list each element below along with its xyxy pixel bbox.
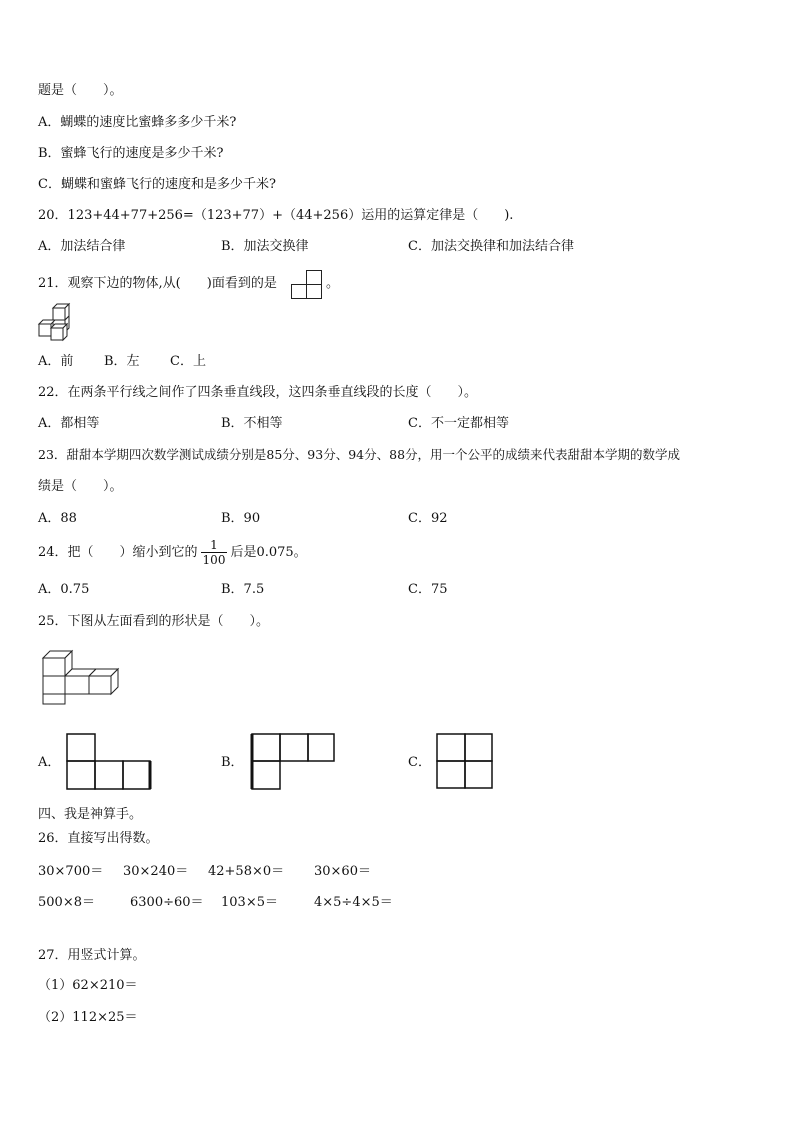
q21-text <box>38 276 277 292</box>
q24-text-before: 24．把（ ）缩小到它的 <box>38 545 198 560</box>
q21-cube-stack-figure <box>37 306 73 344</box>
q24-text-after: 后是0.075。 <box>230 545 307 560</box>
q24-option-a[interactable]: A．0.75 <box>38 582 90 597</box>
q23-option-b[interactable]: B．90 <box>221 511 261 526</box>
q25-option-b-figure <box>250 733 336 791</box>
q24-text <box>38 536 307 570</box>
q19-option-a[interactable]: A．蝴蝶的速度比蜜蜂多多少千米? <box>38 115 237 130</box>
q22-option-c[interactable]: C．不一定都相等 <box>408 416 509 431</box>
q26-item-1: 30×700＝ <box>38 864 104 879</box>
q20-option-a[interactable]: A．加法结合律 <box>38 239 126 254</box>
q24-option-c[interactable]: C．75 <box>408 582 448 597</box>
q26-item-5: 500×8＝ <box>38 895 95 910</box>
q21-text-after: 。 <box>326 276 340 291</box>
q27-text: 27．用竖式计算。 <box>38 948 146 963</box>
q20-text: 20．123+44+77+256=（123+77）+（44+256）运用的运算定律是（ ). <box>38 208 514 223</box>
q27-item-2: （2）112×25＝ <box>38 1010 138 1025</box>
q26-item-8: 4×5÷4×5＝ <box>314 895 393 910</box>
q25-option-b[interactable]: B． <box>221 755 244 770</box>
q26-item-7: 103×5＝ <box>221 895 278 910</box>
q25-text: 25．下图从左面看到的形状是（ ）。 <box>38 614 270 629</box>
q21-option-b[interactable]: B．左 <box>104 354 140 369</box>
q25-cube-figure <box>42 648 116 708</box>
q21-option-c[interactable]: C．上 <box>170 354 206 369</box>
q26-item-3: 42+58×0＝ <box>208 864 285 879</box>
q21-option-a[interactable]: A．前 <box>38 354 74 369</box>
q25-option-c[interactable]: C． <box>408 755 431 770</box>
q23-option-c[interactable]: C．92 <box>408 511 448 526</box>
q24-fraction-numerator: 1 <box>210 538 218 552</box>
section-4-title: 四、我是神算手。 <box>38 807 143 822</box>
q25-option-a[interactable]: A． <box>38 755 61 770</box>
q26-item-2: 30×240＝ <box>123 864 189 879</box>
q19-option-b[interactable]: B．蜜蜂飞行的速度是多少千米? <box>38 146 224 161</box>
q19-option-c[interactable]: C．蝴蝶和蜜蜂飞行的速度和是多少千米? <box>38 177 276 192</box>
q23-text-line1: 23．甜甜本学期四次数学测试成绩分别是85分、93分、94分、88分，用一个公平的成绩来代表甜甜本学期的数学成 <box>38 447 681 462</box>
q20-option-c[interactable]: C．加法交换律和加法结合律 <box>408 239 574 254</box>
q24-option-b[interactable]: B．7.5 <box>221 582 265 597</box>
q20-option-b[interactable]: B．加法交换律 <box>221 239 309 254</box>
q26-text: 26．直接写出得数。 <box>38 831 159 846</box>
q27-item-1: （1）62×210＝ <box>38 978 138 993</box>
q19-text: 题是（ ）。 <box>38 83 123 98</box>
q22-text: 22．在两条平行线之间作了四条垂直线段，这四条垂直线段的长度（ ）。 <box>38 385 478 400</box>
q23-option-a[interactable]: A．88 <box>38 511 77 526</box>
q22-option-a[interactable]: A．都相等 <box>38 416 100 431</box>
q24-fraction-denominator: 100 <box>202 553 226 567</box>
q26-item-6: 6300÷60＝ <box>130 895 204 910</box>
q25-option-a-figure <box>66 733 152 791</box>
q25-option-c-figure <box>436 733 494 791</box>
q26-item-4: 30×60＝ <box>314 864 371 879</box>
q21-text-before: 21．观察下边的物体,从( )面看到的是 <box>38 276 277 291</box>
q24-fraction <box>201 538 228 567</box>
q23-text-line2: 绩是（ ）。 <box>38 479 123 494</box>
q22-option-b[interactable]: B．不相等 <box>221 416 283 431</box>
q21-view-figure <box>291 270 323 300</box>
